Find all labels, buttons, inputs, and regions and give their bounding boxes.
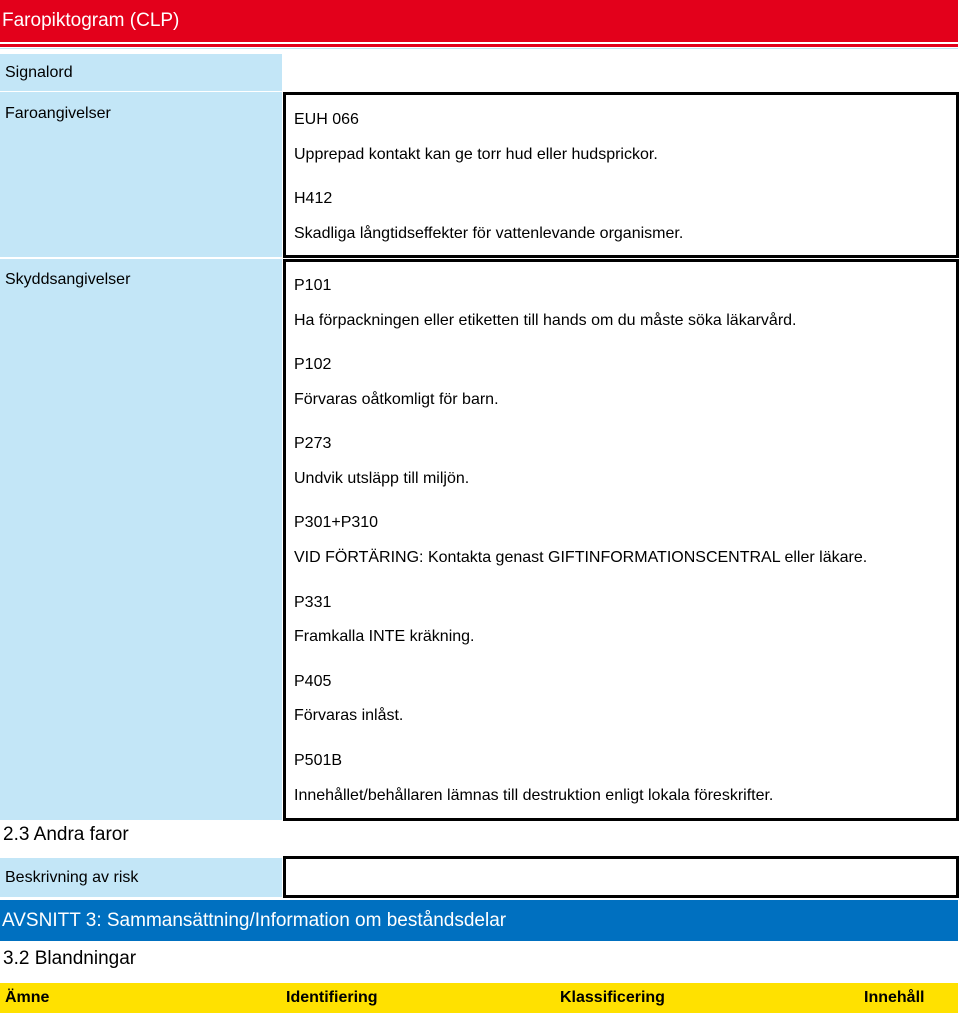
hazard-code-euh066: EUH 066 [294,111,359,128]
precaution-text: Ha förpackningen eller etiketten till hands om du måste söka läkarvård. [294,312,797,329]
header-divider [0,44,958,47]
precaution-text: VID FÖRTÄRING: Kontakta genast GIFTINFORMATIONSCENTRAL eller läkare. [294,549,868,566]
precaution-code: P301+P310 [294,514,379,531]
precaution-code: P405 [294,673,332,690]
composition-table-header [0,983,958,1013]
hazard-statements-label: Faroangivelser [0,92,282,257]
column-header-content: Innehåll [864,989,925,1006]
precaution-text: Framkalla INTE kräkning. [294,628,475,645]
column-header-identification: Identifiering [286,989,378,1006]
risk-description-box [283,856,959,898]
column-header-classification: Klassificering [560,989,665,1006]
risk-description-label: Beskrivning av risk [0,858,282,897]
precaution-code: P102 [294,356,332,373]
precautionary-statements-label: Skyddsangivelser [0,259,282,820]
hazard-text: Skadliga långtidseffekter för vattenlevande organismer. [294,225,684,242]
precaution-code: P331 [294,594,332,611]
precaution-text: Förvaras oåtkomligt för barn. [294,391,499,408]
hazard-text: Upprepad kontakt kan ge torr hud eller hudsprickor. [294,146,658,163]
precautionary-statements-box [283,259,959,821]
column-header-substance: Ämne [5,989,50,1006]
precaution-text: Förvaras inlåst. [294,707,404,724]
precaution-code: P273 [294,435,332,452]
section3-header: AVSNITT 3: Sammansättning/Information om beståndsdelar [0,900,958,941]
mixtures-title: 3.2 Blandningar [3,948,137,969]
section-header-pictogram: Faropiktogram (CLP) [0,0,958,42]
header-divider-light [0,48,958,49]
other-hazards-title: 2.3 Andra faror [3,824,129,845]
precaution-code: P501B [294,752,343,769]
precaution-code: P101 [294,277,332,294]
hazard-code-h412: H412 [294,190,333,207]
precaution-text: Undvik utsläpp till miljön. [294,470,470,487]
signal-word-label: Signalord [0,54,282,91]
precaution-text: Innehållet/behållaren lämnas till destruktion enligt lokala föreskrifter. [294,787,774,804]
